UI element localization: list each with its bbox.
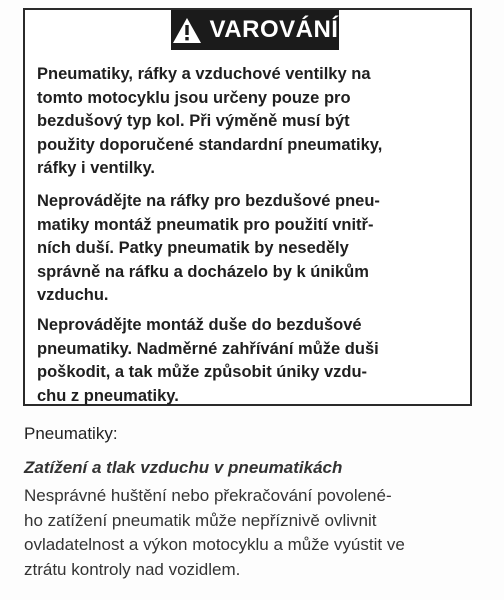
text-line: ovladatelnost a výkon motocyklu a může vyústit ve	[24, 535, 405, 554]
text-line: vzduchu.	[37, 286, 109, 304]
warning-header	[171, 10, 339, 50]
text-line: použity doporučené standardní pneumatiky,	[37, 135, 383, 154]
text-line: tomto motocyklu jsou určeny pouze pro	[37, 88, 351, 107]
text-line: poškodit, a tak může způsobit úniky vzdu-	[37, 363, 368, 381]
text-line: Nesprávné huštění nebo překračování povolené-	[24, 486, 392, 505]
text-line: Neprovádějte na ráfky pro bezdušové pneu-	[37, 192, 380, 210]
warning-title: VAROVÁNÍ	[209, 16, 339, 43]
text-line: ních duší. Patky pneumatik by neseděly	[37, 239, 349, 257]
warning-paragraph-3	[37, 314, 462, 408]
text-line: ráfky i ventilky.	[37, 159, 156, 177]
warning-triangle-icon	[172, 17, 202, 44]
warning-paragraph-2	[37, 190, 462, 308]
warning-paragraph-1	[37, 63, 462, 181]
text-line: Neprovádějte montáž duše do bezdušové	[37, 316, 362, 334]
text-line: ztrátu kontroly nad vozidlem.	[24, 559, 241, 579]
text-line: Pneumatiky, ráfky a vzduchové ventilky na	[37, 65, 371, 83]
text-line: správně na ráfku a docházelo by k únikům	[37, 262, 369, 281]
section-paragraph	[24, 484, 479, 582]
text-line: chu z pneumatiky.	[37, 386, 179, 405]
warning-box	[23, 8, 472, 406]
text-line: bezdušový typ kol. Při výměně musí být	[37, 112, 350, 130]
text-line: pneumatiky. Nadměrné zahřívání může duši	[37, 339, 379, 358]
text-line: ho zatížení pneumatik může nepříznivě ovlivnit	[24, 510, 377, 530]
section-subheading: Zatížení a tlak vzduchu v pneumatikách	[24, 458, 343, 477]
text-line: matiky montáž pneumatik pro použití vnitř-	[37, 215, 374, 234]
section-heading: Pneumatiky:	[24, 424, 118, 443]
